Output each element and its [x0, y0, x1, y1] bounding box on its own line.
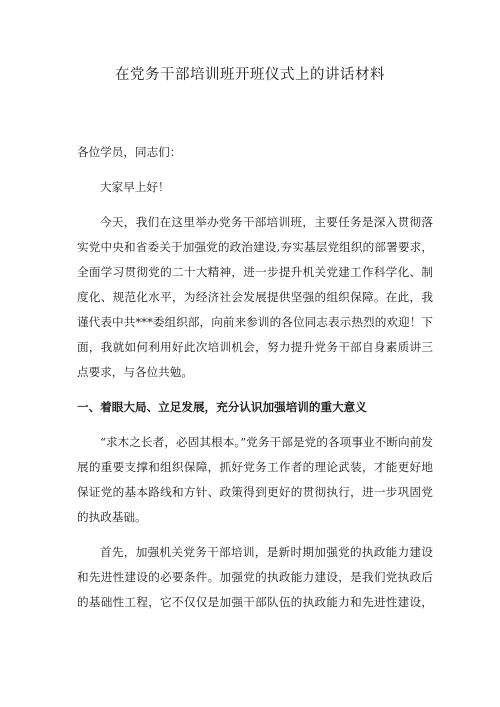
first-point-paragraph: 首先，加强机关党务干部培训，是新时期加强党的执政能力建设和先进性建设的必要条件。加强党的执政能力建设，是我们党执政后的基础性工程，它不仅仅是加强干部队伍的执政能力和先进性建设，: [77, 545, 433, 609]
salutation: 各位学员，同志们：: [77, 145, 182, 159]
intro-paragraph: 今天，我们在这里举办党务干部培训班，主要任务是深入贯彻落实党中央和省委关于加强党的政治建设,夯实基层党组织的部署要求，全面学习贯彻党的二十大精神，进一步提升机关党建工作科学化、制度化、规范化水平，为经济社会发展提供坚强的组织保障。在此，我谨代表中共***委组织部，向前来参训的各位同志表示热烈的欢迎！下面，我就如何利用好此次培训机会，努力提升党务干部自身素质讲三点要求，与各位共勉。: [77, 215, 433, 379]
section-heading-1: 一、着眼大局、立足发展，充分认识加强培训的重大意义: [77, 400, 367, 414]
greeting: 大家早上好！: [100, 180, 170, 194]
document-body: [77, 140, 433, 615]
document-title: 在党务干部培训班开班仪式上的讲话材料: [115, 67, 385, 83]
quote-paragraph: “求木之长者，必固其根本。”党务干部是党的各项事业不断向前发展的重要支撑和组织保障，抓好党务工作者的理论武装，才能更好地保证党的基本路线和方针、政策得到更好的贯彻执行，进一步巩固党的执政基础。: [77, 435, 433, 524]
